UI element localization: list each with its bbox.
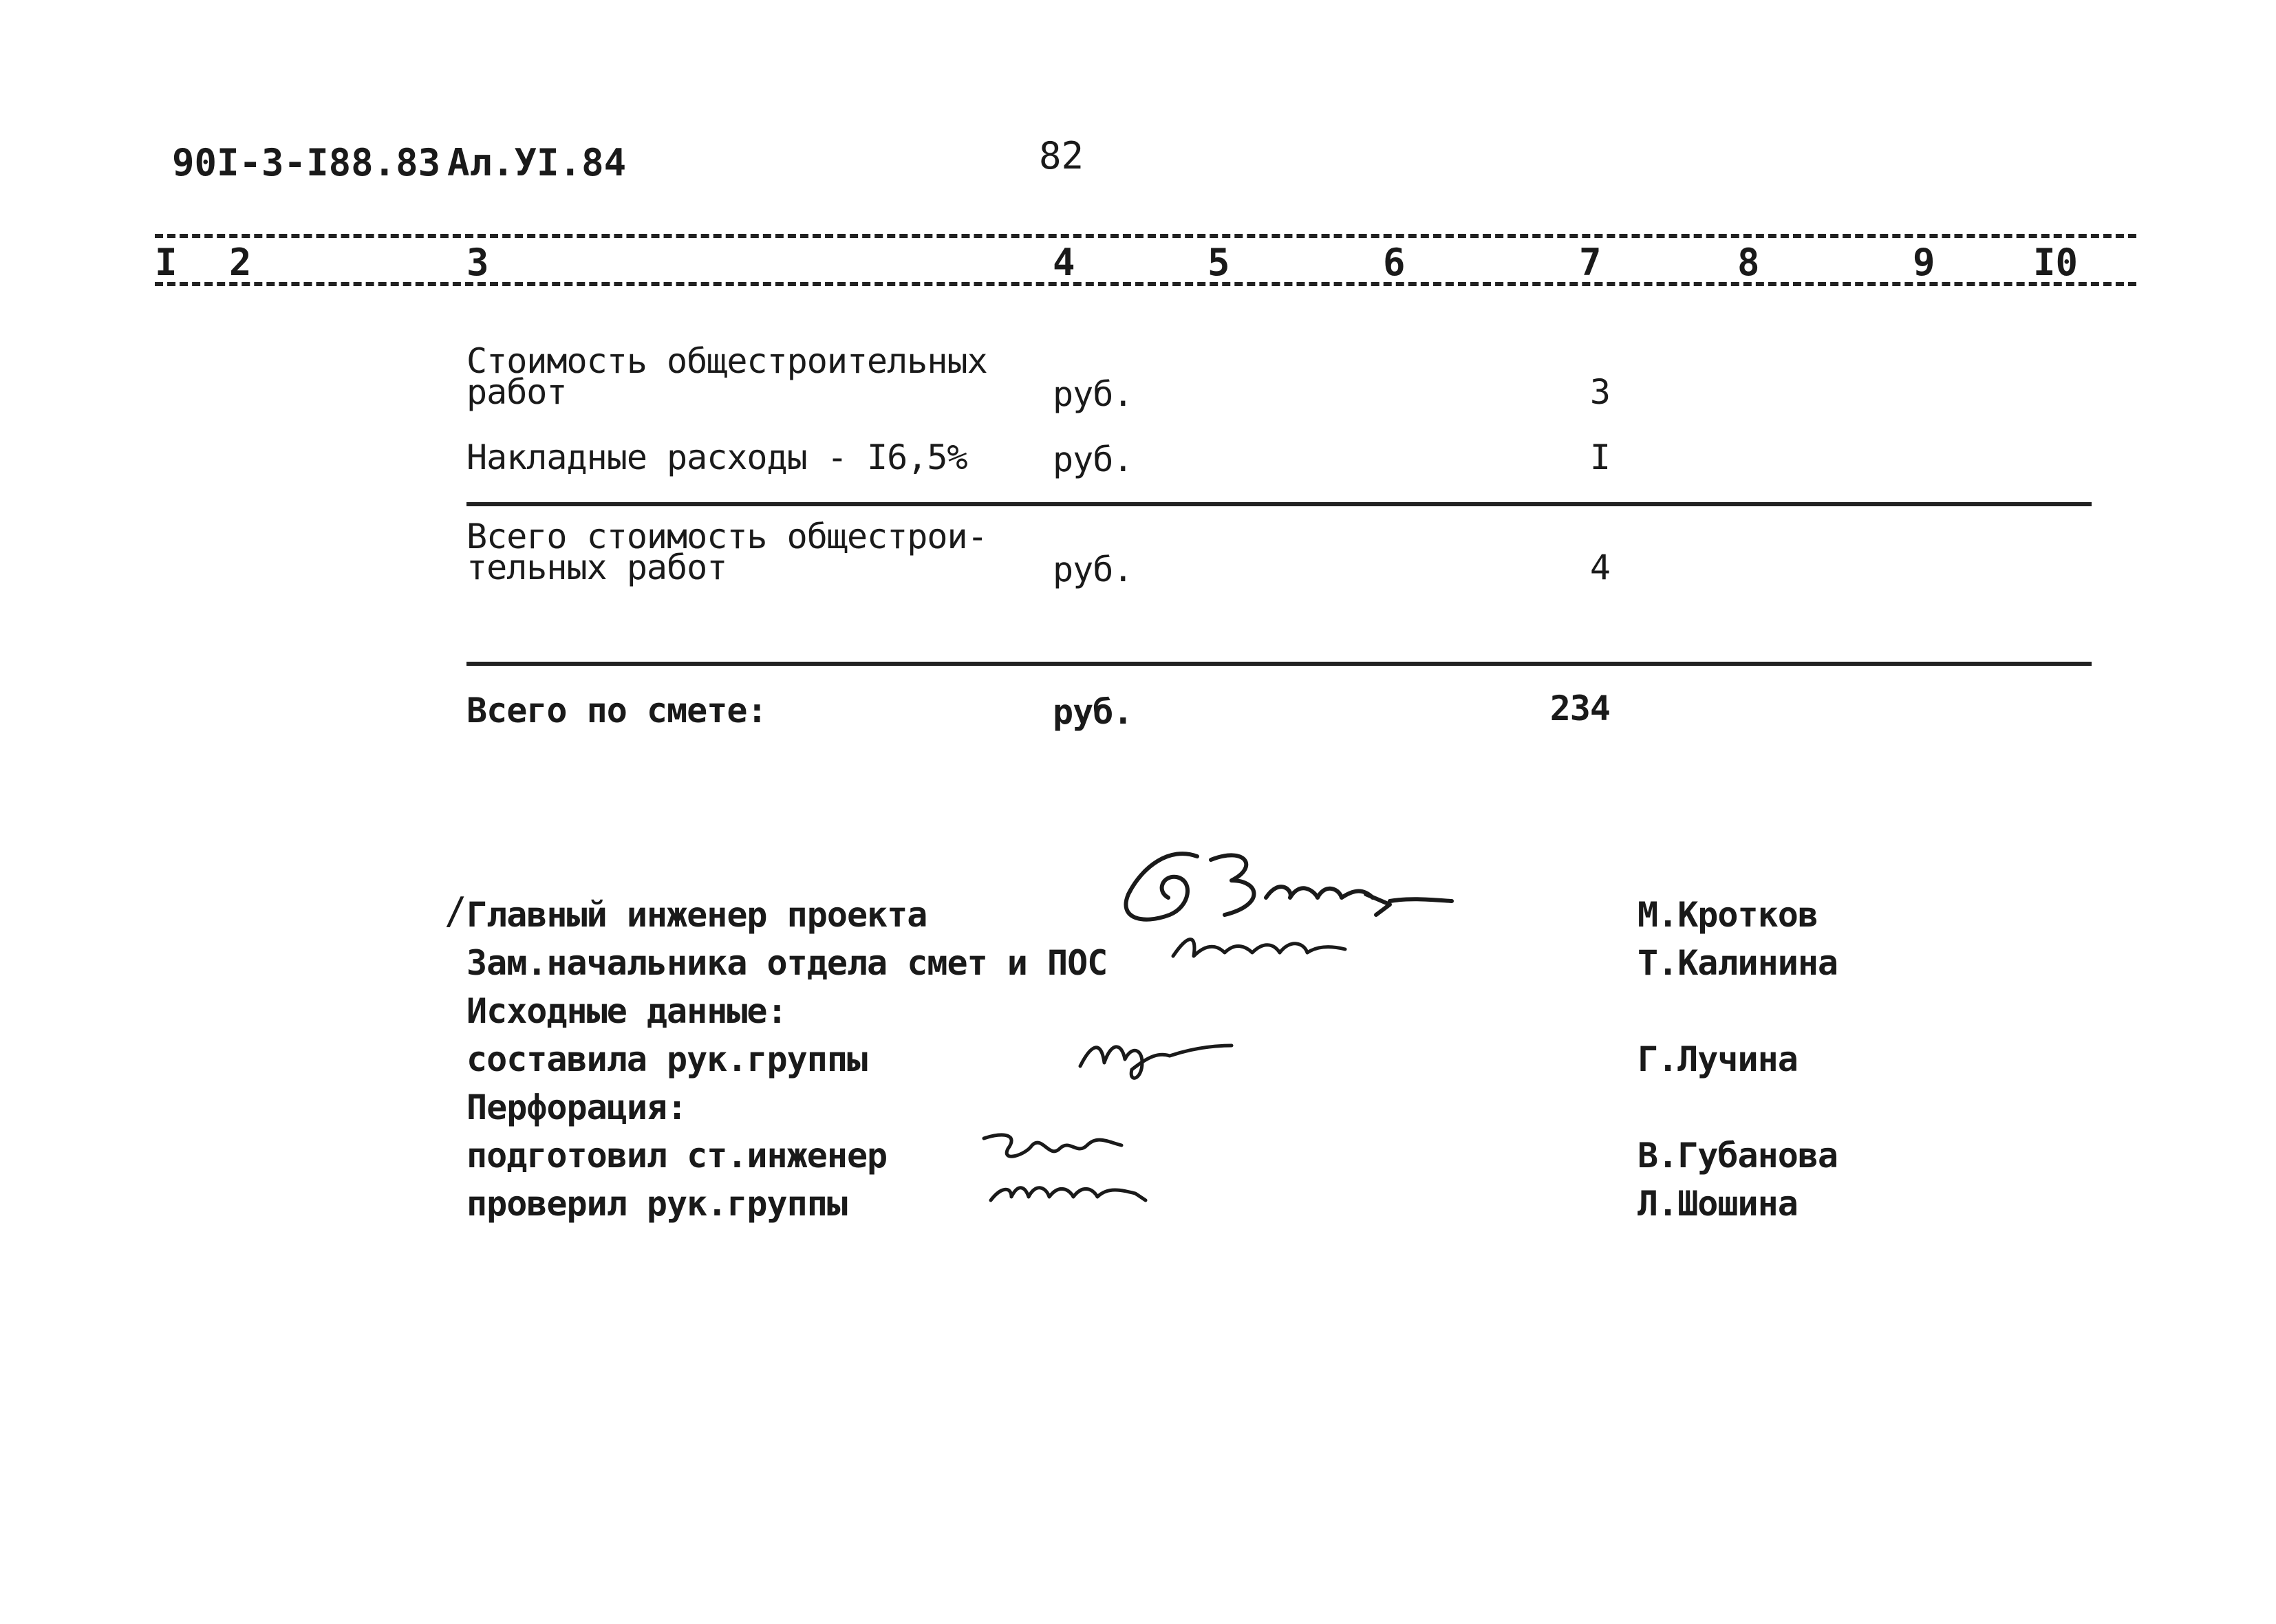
column-number-9: 9 [1913, 241, 1935, 284]
signature-role: подготовил ст.инженер [466, 1136, 888, 1176]
column-header-bottom-rule [155, 282, 2136, 286]
total-rule [466, 662, 2092, 666]
column-number-4: 4 [1053, 241, 1075, 284]
column-number-3: 3 [466, 241, 489, 284]
row-value: 4 [1589, 548, 1610, 587]
grand-total-value: 234 [1549, 689, 1610, 728]
column-number-2: 2 [229, 241, 252, 284]
column-number-10: I0 [2033, 241, 2079, 284]
signature-role: Главный инженер проекта [466, 895, 927, 935]
signature-section-label: Перфорация: [466, 1087, 687, 1127]
row-unit: руб. [1053, 550, 1133, 589]
column-number-7: 7 [1579, 241, 1602, 284]
row-name-line1: Стоимость общестроительных [466, 341, 987, 381]
signature-person: М.Кротков [1638, 895, 1818, 935]
signature-person: Л.Шошина [1638, 1184, 1798, 1224]
handwritten-signature-group-lead [1073, 1025, 1238, 1087]
check-mark: / [444, 889, 466, 933]
column-header-top-rule [155, 234, 2136, 238]
row-unit: руб. [1053, 374, 1133, 414]
subtotal-rule [466, 502, 2092, 506]
document-code: 90I-3-I88.83 [172, 141, 441, 184]
grand-total-label: Всего по смете: [466, 691, 767, 730]
signature-person: Г.Лучина [1638, 1039, 1798, 1079]
handwritten-signature-group-lead-check [984, 1169, 1156, 1217]
signature-role: проверил рук.группы [466, 1184, 847, 1224]
signature-person: В.Губанова [1638, 1136, 1838, 1176]
grand-total-unit: руб. [1053, 692, 1133, 732]
signature-role: составила рук.группы [466, 1039, 868, 1079]
handwritten-signature-deputy-head [1170, 925, 1349, 973]
album-number: Ал.УI.84 [447, 141, 627, 184]
column-number-6: 6 [1383, 241, 1406, 284]
row-name-line2: тельных работ [466, 548, 727, 587]
row-value: 3 [1589, 372, 1610, 412]
signature-section-label: Исходные данные: [466, 991, 787, 1031]
page-number: 82 [1039, 134, 1084, 177]
column-number-1: I [155, 241, 178, 284]
handwritten-signature-senior-engineer [977, 1121, 1135, 1169]
signature-role: Зам.начальника отдела смет и ПОС [466, 943, 1108, 983]
row-unit: руб. [1053, 440, 1133, 479]
column-number-8: 8 [1737, 241, 1760, 284]
row-name-line1: Всего стоимость общестрои- [466, 517, 987, 556]
row-name-line1: Накладные расходы - I6,5% [466, 437, 967, 477]
column-number-5: 5 [1207, 241, 1230, 284]
row-name-line2: работ [466, 372, 567, 412]
signature-person: Т.Калинина [1638, 943, 1838, 983]
row-value: I [1589, 437, 1610, 477]
